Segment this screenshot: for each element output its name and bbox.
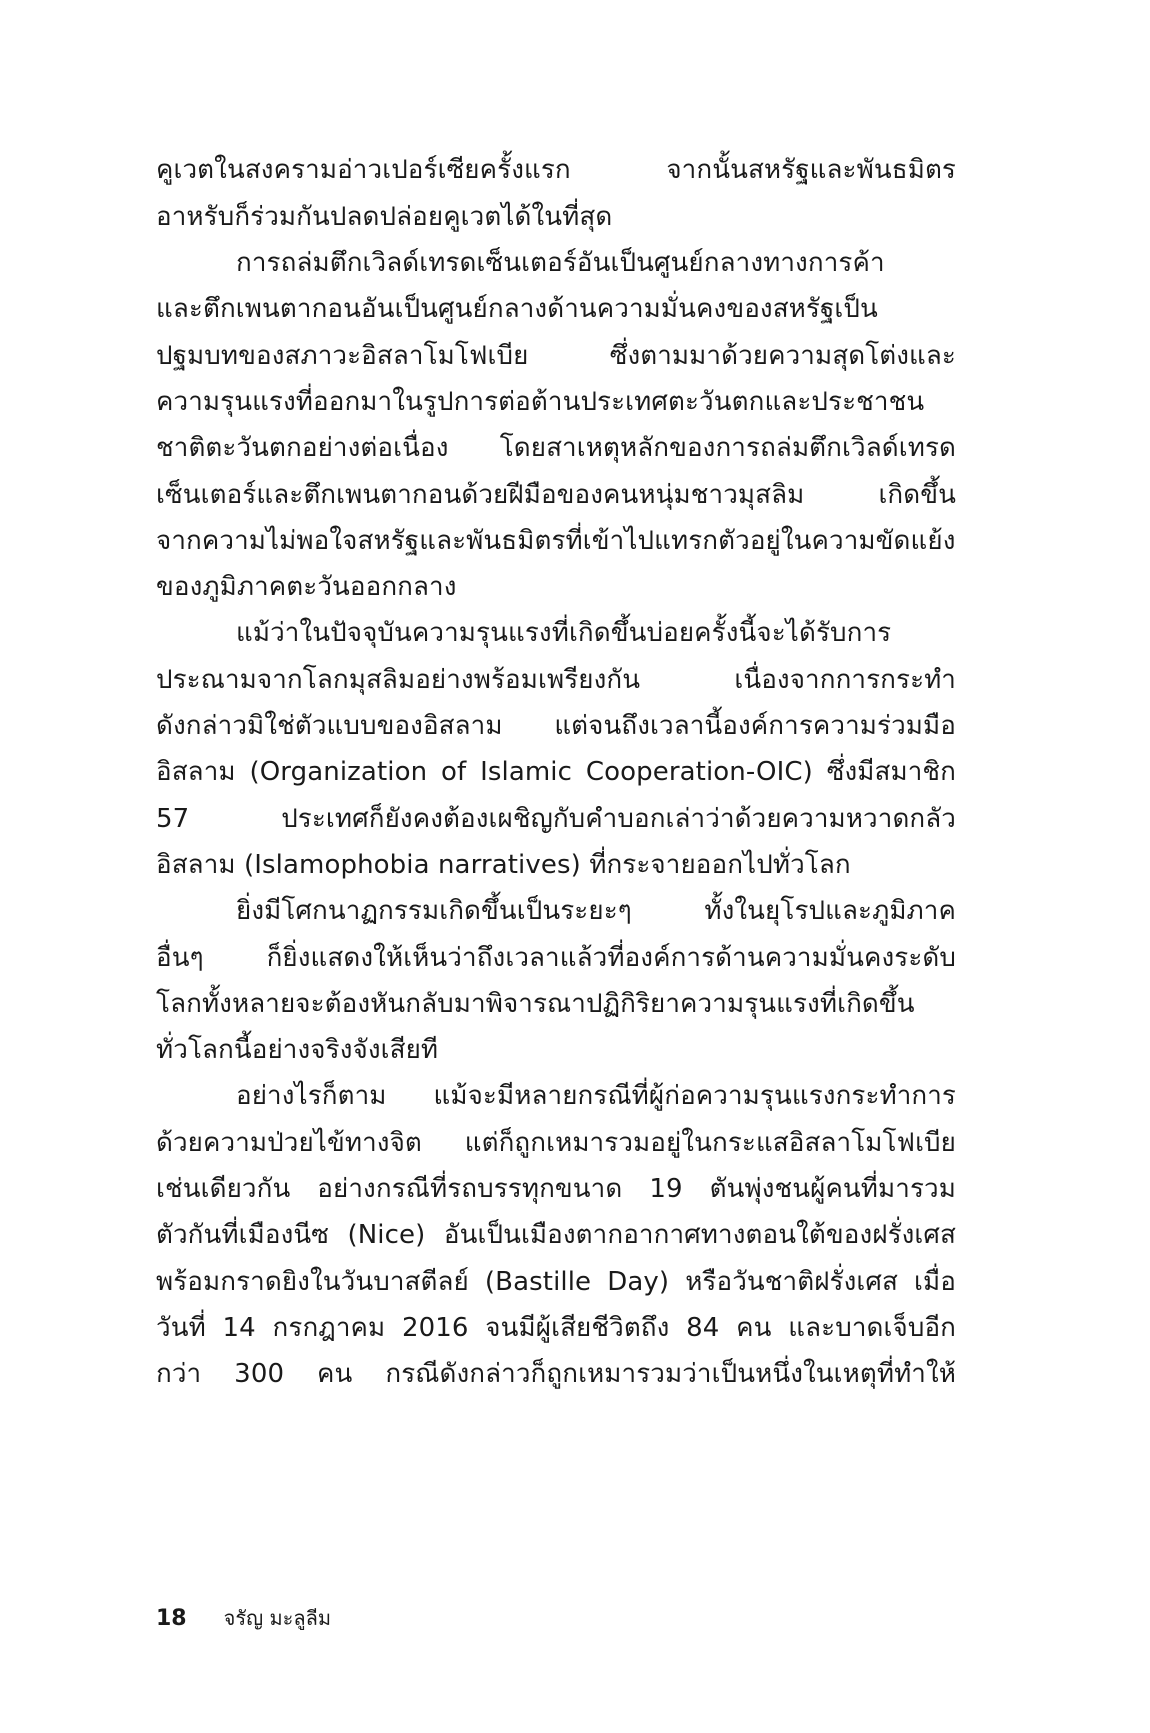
- paragraph-first-line: ยิ่งมีโศกนาฏกรรมเกิดขึ้นเป็นระยะๆ ทั้งในยุโรปและภูมิภาค: [236, 896, 956, 926]
- running-head-author: จรัญ มะลูลีม: [223, 1606, 332, 1630]
- text-line: ปฐมบทของสภาวะอิสลาโมโฟเบีย ซึ่งตามมาด้วยความสุดโต่งและ: [156, 341, 956, 371]
- text-line: ทั่วโลกนี้อย่างจริงจังเสียที: [156, 1035, 439, 1065]
- text-line: ด้วยความป่วยไข้ทางจิต แต่ก็ถูกเหมารวมอยู่ในกระแสอิสลาโมโฟเบีย: [156, 1128, 956, 1158]
- text-line: ชาติตะวันตกอย่างต่อเนื่อง โดยสาเหตุหลักของการถล่มตึกเวิลด์เทรด: [156, 433, 956, 463]
- text-line: คูเวตในสงครามอ่าวเปอร์เซียครั้งแรก จากนั้นสหรัฐและพันธมิตร: [156, 155, 956, 185]
- text-line: ความรุนแรงที่ออกมาในรูปการต่อต้านประเทศตะวันตกและประชาชน: [156, 387, 925, 417]
- text-line: พร้อมกราดยิงในวันบาสตีลย์ (Bastille Day) หรือวันชาติฝรั่งเศส เมื่อ: [156, 1267, 956, 1297]
- text-line: ตัวกันที่เมืองนีซ (Nice) อันเป็นเมืองตากอากาศทางตอนใต้ของฝรั่งเศส: [156, 1220, 956, 1250]
- text-line: เช่นเดียวกัน อย่างกรณีที่รถบรรทุกขนาด 19 ตันพุ่งชนผู้คนที่มารวม: [156, 1174, 956, 1204]
- text-line: และตึกเพนตากอนอันเป็นศูนย์กลางด้านความมั่นคงของสหรัฐเป็น: [156, 294, 878, 324]
- text-line: อิสลาม (Islamophobia narratives) ที่กระจายออกไปทั่วโลก: [156, 850, 851, 880]
- paragraph-first-line: อย่างไรก็ตาม แม้จะมีหลายกรณีที่ผู้ก่อความรุนแรงกระทำการ: [236, 1081, 956, 1111]
- text-line: 57 ประเทศก็ยังคงต้องเผชิญกับคำบอกเล่าว่าด้วยความหวาดกลัว: [156, 804, 956, 834]
- text-line: อาหรับก็ร่วมกันปลดปล่อยคูเวตได้ในที่สุด: [156, 202, 613, 232]
- paragraph-first-line: การถล่มตึกเวิลด์เทรดเซ็นเตอร์อันเป็นศูนย์กลางทางการค้า: [236, 248, 885, 278]
- text-line: โลกทั้งหลายจะต้องหันกลับมาพิจารณาปฏิกิริยาความรุนแรงที่เกิดขึ้น: [156, 989, 915, 1019]
- text-line: กว่า 300 คน กรณีดังกล่าวก็ถูกเหมารวมว่าเป็นหนึ่งในเหตุที่ทำให้: [156, 1359, 956, 1389]
- page-number: 18: [156, 1606, 187, 1631]
- paragraph-first-line: แม้ว่าในปัจจุบันความรุนแรงที่เกิดขึ้นบ่อยครั้งนี้จะได้รับการ: [236, 618, 892, 648]
- text-line: ประณามจากโลกมุสลิมอย่างพร้อมเพรียงกัน เนื่องจากการกระทำ: [156, 665, 956, 695]
- text-line: ดังกล่าวมิใช่ตัวแบบของอิสลาม แต่จนถึงเวลานี้องค์การความร่วมมือ: [156, 711, 956, 741]
- text-line: จากความไม่พอใจสหรัฐและพันธมิตรที่เข้าไปแทรกตัวอยู่ในความขัดแย้ง: [156, 526, 956, 556]
- text-line: อื่นๆ ก็ยิ่งแสดงให้เห็นว่าถึงเวลาแล้วที่องค์การด้านความมั่นคงระดับ: [156, 943, 956, 973]
- page-footer: [156, 1600, 331, 1636]
- text-line: ของภูมิภาคตะวันออกกลาง: [156, 572, 457, 602]
- text-line: เซ็นเตอร์และตึกเพนตากอนด้วยฝีมือของคนหนุ่มชาวมุสลิม เกิดขึ้น: [156, 480, 956, 510]
- text-line: อิสลาม (Organization of Islamic Cooperation-OIC) ซึ่งมีสมาชิก: [156, 757, 956, 787]
- text-line: วันที่ 14 กรกฎาคม 2016 จนมีผู้เสียชีวิตถึง 84 คน และบาดเจ็บอีก: [156, 1313, 956, 1343]
